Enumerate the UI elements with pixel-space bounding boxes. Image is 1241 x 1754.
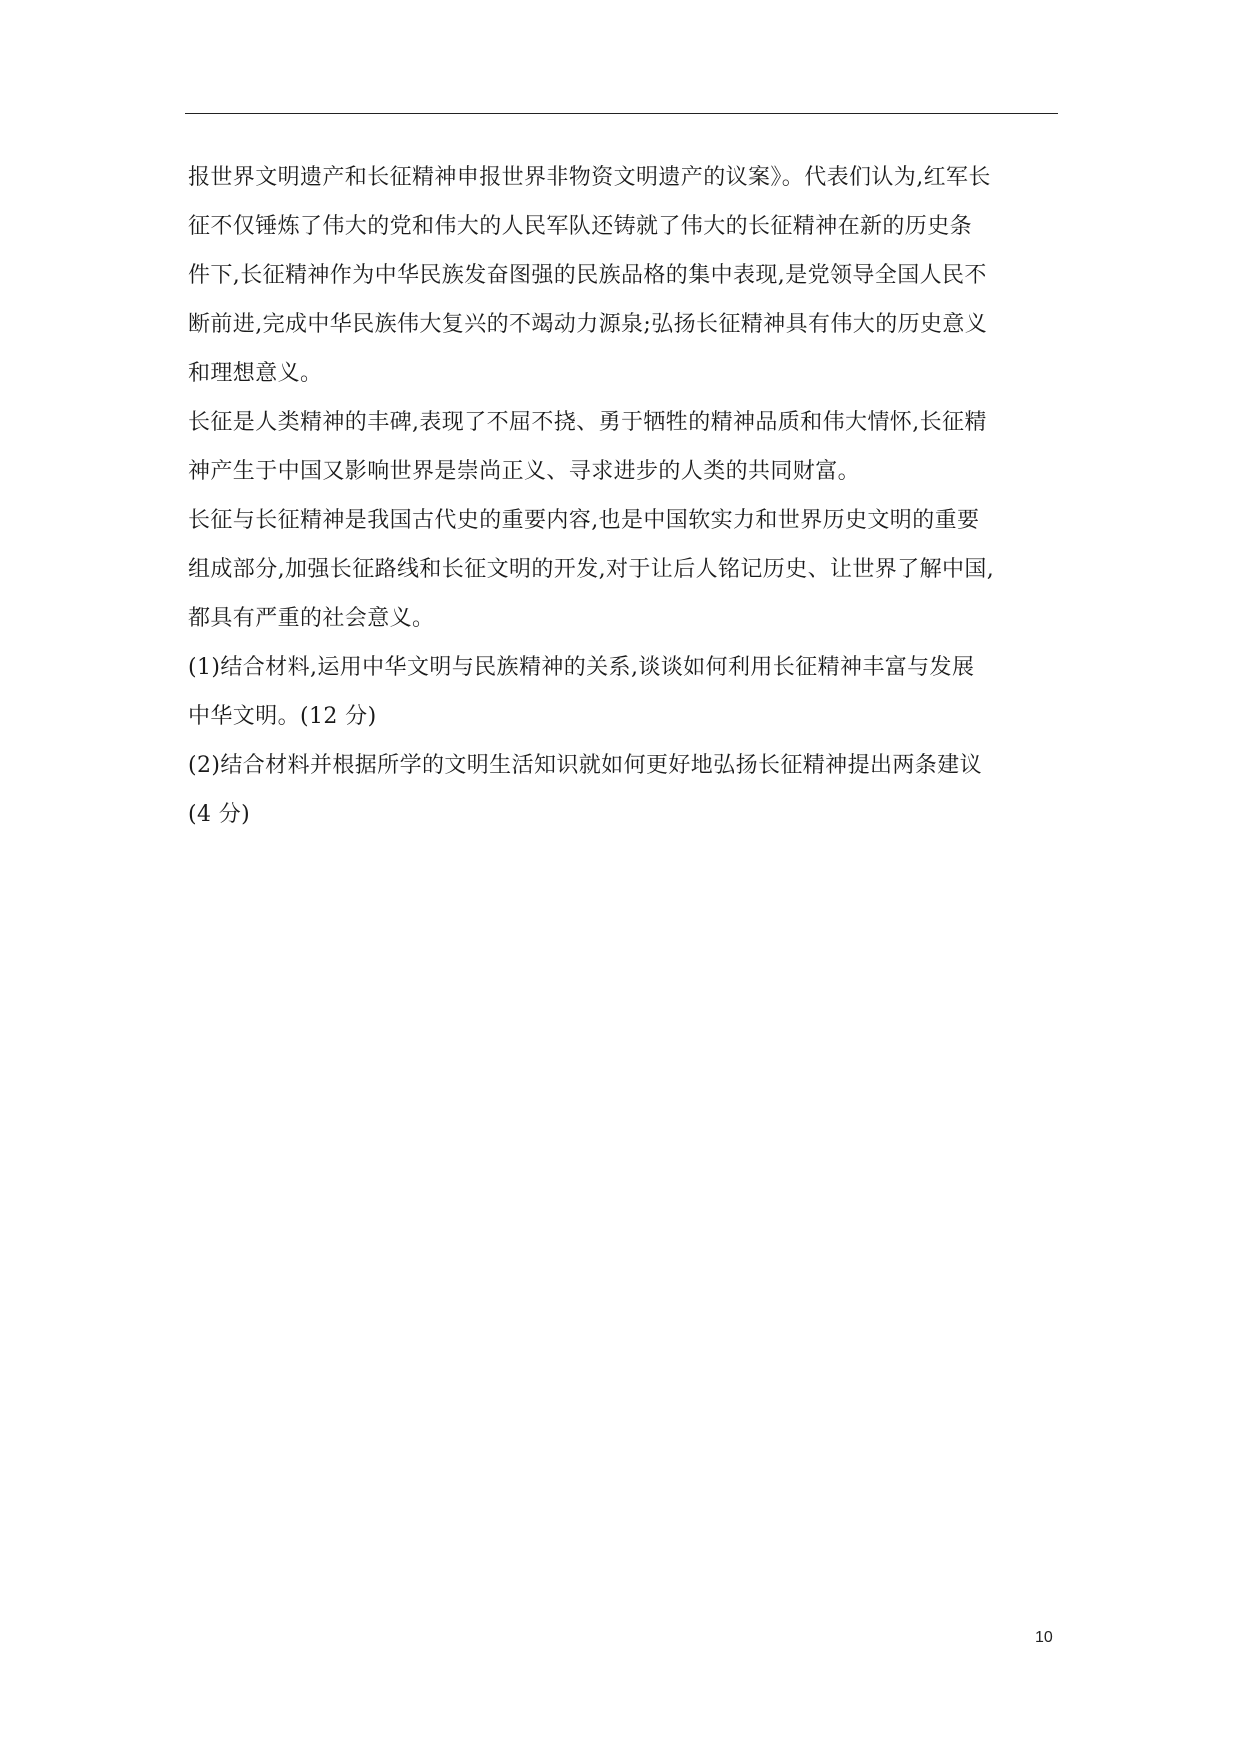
page-number: 10 [1035,1629,1053,1646]
question-1-line: (1)结合材料,运用中华文明与民族精神的关系,谈谈如何利用长征精神丰富与发展 [188,655,975,680]
question-2-line: (4 分) [188,802,251,827]
paragraph-line: 征不仅锤炼了伟大的党和伟大的人民军队还铸就了伟大的长征精神在新的历史条 [188,214,973,239]
header-rule [185,113,1058,114]
document-body [188,153,1068,839]
paragraph-line: 长征是人类精神的丰碑,表现了不屈不挠、勇于牺牲的精神品质和伟大情怀,长征精 [188,410,987,435]
paragraph-line: 断前进,完成中华民族伟大复兴的不竭动力源泉;弘扬长征精神具有伟大的历史意义 [188,312,988,337]
paragraph-line: 组成部分,加强长征路线和长征文明的开发,对于让后人铭记历史、让世界了解中国, [188,557,995,582]
question-2-line: (2)结合材料并根据所学的文明生活知识就如何更好地弘扬长征精神提出两条建议 [188,753,982,778]
paragraph-line: 神产生于中国又影响世界是崇尚正义、寻求进步的人类的共同财富。 [188,459,861,484]
paragraph-line: 件下,长征精神作为中华民族发奋图强的民族品格的集中表现,是党领导全国人民不 [188,263,987,288]
question-1-line: 中华文明。(12 分) [188,704,377,729]
paragraph-line: 长征与长征精神是我国古代史的重要内容,也是中国软实力和世界历史文明的重要 [188,508,980,533]
paragraph-line: 都具有严重的社会意义。 [188,606,435,631]
paragraph-line: 报世界文明遗产和长征精神申报世界非物资文明遗产的议案》。代表们认为,红军长 [188,165,991,190]
paragraph-line: 和理想意义。 [188,361,323,386]
